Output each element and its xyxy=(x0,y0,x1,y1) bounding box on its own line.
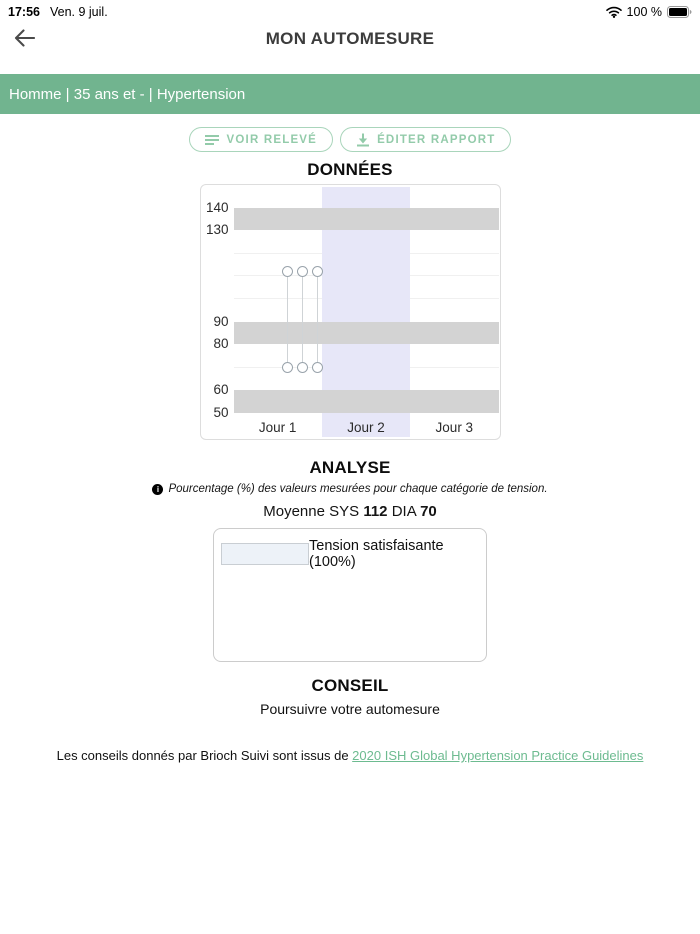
download-icon xyxy=(356,133,370,147)
chart-x-tick: Jour 2 xyxy=(347,420,385,435)
measurement-connector xyxy=(287,275,289,363)
chart-reference-band xyxy=(234,322,499,345)
mean-dia-label: DIA xyxy=(391,503,416,520)
chart-x-tick: Jour 3 xyxy=(435,420,474,435)
battery-percent: 100 % xyxy=(626,5,662,19)
mean-values xyxy=(0,503,700,520)
mean-label: Moyenne xyxy=(263,503,325,520)
back-button[interactable] xyxy=(10,24,38,52)
measurement-point xyxy=(297,362,308,373)
footer xyxy=(0,748,700,763)
status-date: Ven. 9 juil. xyxy=(49,5,108,19)
chart-y-tick: 140 xyxy=(205,199,229,215)
data-section-title: DONNÉES xyxy=(307,160,393,179)
measurement-point xyxy=(312,362,323,373)
chart-y-tick: 130 xyxy=(205,222,229,238)
legend-item xyxy=(221,538,486,570)
analysis-note: Pourcentage (%) des valeurs mesurées pour chaque catégorie de tension. xyxy=(168,483,548,495)
chart-x-tick: Jour 1 xyxy=(258,420,297,435)
measurement-connector xyxy=(317,275,319,363)
arrow-left-icon xyxy=(14,29,35,47)
measurement-point xyxy=(297,266,308,277)
mean-sys-label: SYS xyxy=(329,503,360,520)
view-record-label: VOIR RELEVÉ xyxy=(226,133,318,146)
header xyxy=(0,22,700,58)
battery-icon xyxy=(667,6,692,18)
legend-swatch xyxy=(221,543,309,565)
chart-y-tick: 80 xyxy=(213,336,229,352)
footer-text: Les conseils donnés par Brioch Suivi sont issus de xyxy=(56,748,349,763)
analysis-note-row xyxy=(0,483,700,495)
analysis-legend-box xyxy=(213,528,487,662)
edit-report-label: ÉDITER RAPPORT xyxy=(377,133,496,146)
measurement-point xyxy=(312,266,323,277)
analysis-section-title: ANALYSE xyxy=(309,458,391,477)
mean-sys-value: 112 xyxy=(363,503,388,520)
chart-y-tick: 50 xyxy=(213,404,229,420)
profile-banner-text: Homme | 35 ans et - | Hypertension xyxy=(9,85,246,103)
info-icon: i xyxy=(152,484,163,495)
measurement-point xyxy=(282,362,293,373)
measurement-point xyxy=(282,266,293,277)
page-title: MON AUTOMESURE xyxy=(265,29,435,48)
advice-section-title: CONSEIL xyxy=(311,676,389,695)
status-time: 17:56 xyxy=(8,5,40,19)
view-record-button[interactable] xyxy=(189,127,334,152)
wifi-icon xyxy=(606,6,622,18)
advice-text: Poursuivre votre automesure xyxy=(260,701,440,717)
status-bar xyxy=(0,0,700,22)
bp-chart xyxy=(200,184,501,440)
chart-y-tick: 90 xyxy=(213,313,229,329)
chart-y-tick: 60 xyxy=(213,381,229,397)
profile-banner xyxy=(0,74,700,114)
mean-dia-value: 70 xyxy=(420,503,437,520)
chart-reference-band xyxy=(234,390,499,413)
list-lines-icon xyxy=(205,134,220,146)
measurement-connector xyxy=(302,275,304,363)
guidelines-link[interactable]: 2020 ISH Global Hypertension Practice Guidelines xyxy=(352,748,644,763)
chart-reference-band xyxy=(234,208,499,231)
legend-label: Tension satisfaisante (100%) xyxy=(309,538,444,570)
edit-report-button[interactable] xyxy=(340,127,511,152)
toolbar xyxy=(0,127,700,152)
